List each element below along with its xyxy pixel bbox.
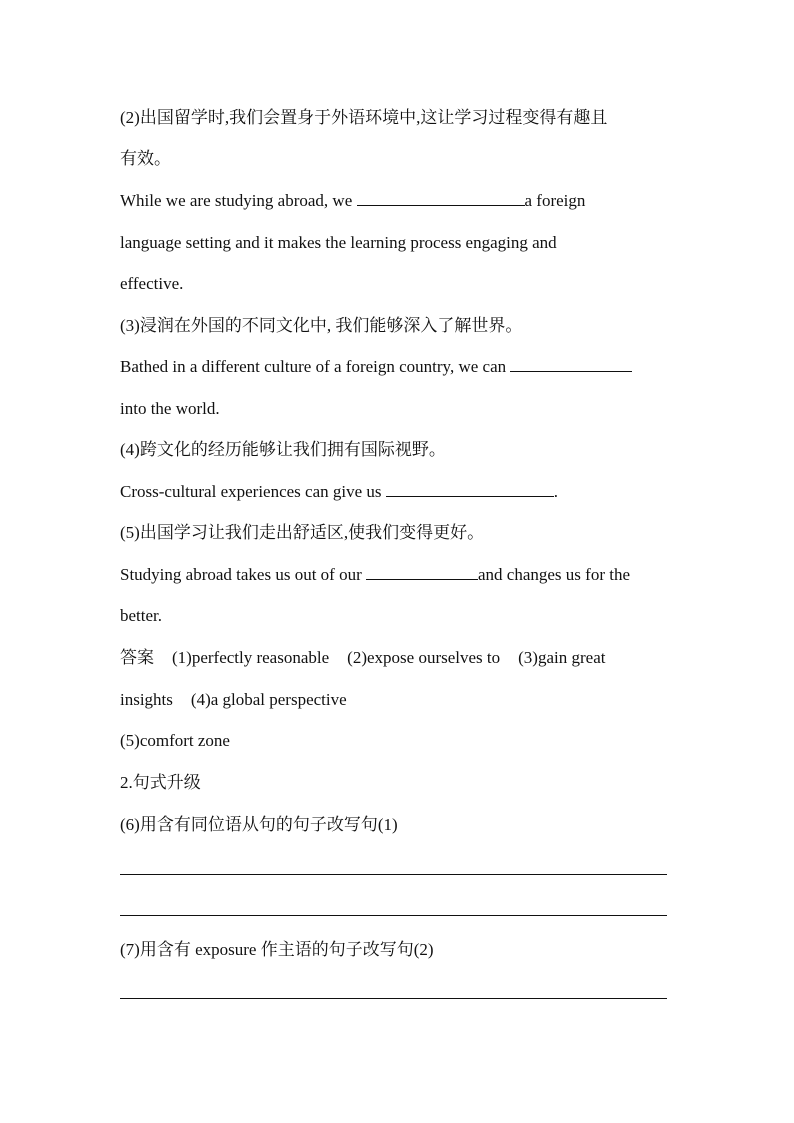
q4-english-prefix: Cross-cultural experiences can give us	[120, 482, 386, 501]
q2-english-line3: effective.	[120, 274, 184, 293]
answer-3: (3)gain great	[518, 648, 606, 667]
answer-line2	[120, 688, 347, 712]
answer-4: (4)a global perspective	[190, 690, 347, 709]
answer-3-continued: insights	[120, 690, 173, 709]
q5-english-line1	[120, 563, 630, 587]
q6-prompt: (6)用含有同位语从句的句子改写句(1)	[120, 815, 398, 834]
answer-1: (1)perfectly reasonable	[172, 648, 330, 667]
q2-english-line1	[120, 189, 585, 213]
q4-answer-blank[interactable]	[386, 480, 554, 497]
answer-5: (5)comfort zone	[120, 731, 230, 750]
q2-chinese-line1: (2)出国留学时,我们会置身于外语环境中,这让学习过程变得有趣且	[120, 108, 608, 127]
q2-answer-blank[interactable]	[357, 189, 525, 206]
q2-english-prefix: While we are studying abroad, we	[120, 191, 357, 210]
q3-english-line2: into the world.	[120, 399, 220, 418]
q6-answer-line-1[interactable]	[120, 874, 667, 875]
q2-chinese-line2: 有效。	[120, 149, 171, 168]
q3-english-prefix: Bathed in a different culture of a foreign country, we can	[120, 357, 511, 376]
q4-english-suffix: .	[553, 482, 559, 501]
answer-line1	[120, 646, 605, 670]
q3-answer-blank[interactable]	[510, 355, 632, 372]
q4-chinese: (4)跨文化的经历能够让我们拥有国际视野。	[120, 440, 446, 459]
q6-answer-line-2[interactable]	[120, 915, 667, 916]
q2-english-line2: language setting and it makes the learning process engaging and	[120, 233, 557, 252]
q3-chinese: (3)浸润在外国的不同文化中, 我们能够深入了解世界。	[120, 316, 523, 335]
answer-2: (2)expose ourselves to	[347, 648, 501, 667]
q5-english-line2: better.	[120, 606, 163, 625]
q5-answer-blank[interactable]	[366, 563, 478, 580]
q7-answer-line-1[interactable]	[120, 998, 667, 999]
q7-prompt: (7)用含有 exposure 作主语的句子改写句(2)	[120, 940, 434, 959]
q5-chinese: (5)出国学习让我们走出舒适区,使我们变得更好。	[120, 523, 485, 542]
q2-english-suffix: a foreign	[524, 191, 586, 210]
section-2-title: 2.句式升级	[120, 773, 201, 792]
q4-english	[120, 480, 558, 504]
q5-english-prefix: Studying abroad takes us out of our	[120, 565, 366, 584]
answer-label: 答案	[120, 648, 154, 667]
q5-english-suffix: and changes us for the	[478, 565, 631, 584]
q3-english-line1	[120, 355, 632, 379]
